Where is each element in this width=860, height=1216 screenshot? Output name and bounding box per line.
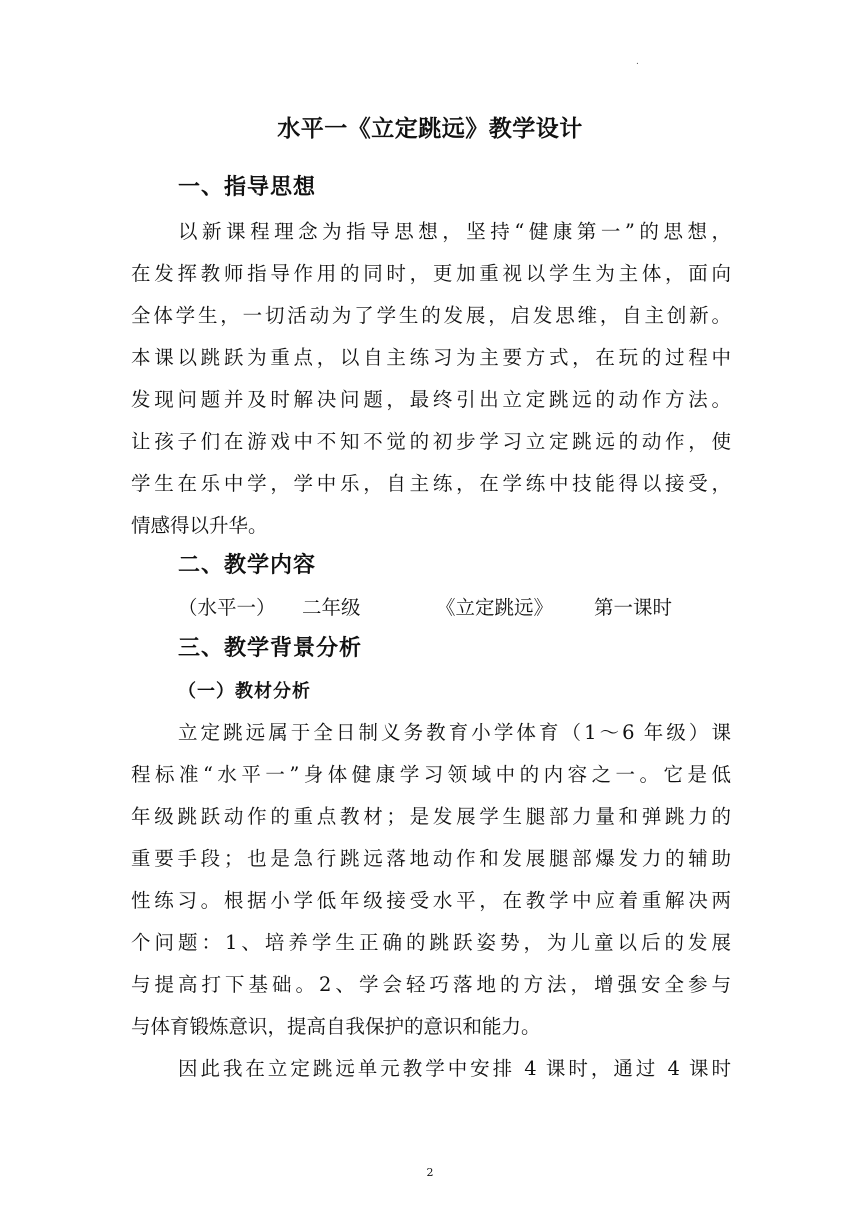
paragraph-line: 在发挥教师指导作用的同时，更加重视以学生为主体，面向	[131, 262, 731, 285]
paragraph-line: 学生在乐中学，学中乐，自主练，在学练中技能得以接受，	[131, 472, 731, 495]
paragraph-line: 因此我在立定跳远单元教学中安排 4 课时，通过 4 课时	[178, 1057, 731, 1080]
paragraph-line: 个问题：1、培养学生正确的跳跃姿势，为儿童以后的发展	[131, 931, 731, 954]
section-heading-teaching-content: 二、教学内容	[178, 553, 317, 578]
paragraph-line: 情感得以升华。	[131, 514, 268, 537]
section-heading-guiding-ideology: 一、指导思想	[178, 175, 317, 200]
content-topic: 《立定跳远》	[436, 596, 554, 619]
section-heading-background-analysis: 三、教学背景分析	[178, 636, 363, 661]
paragraph-line: 程标准“水平一”身体健康学习领域中的内容之一。它是低	[131, 763, 731, 786]
teaching-content-line	[178, 591, 672, 625]
page-number: 2	[426, 1166, 434, 1179]
paragraph-line: 全体学生，一切活动为了学生的发展，启发思维，自主创新。	[131, 304, 731, 327]
subsection-heading-textbook-analysis: （一）教材分析	[178, 681, 311, 702]
paragraph-line: 发现问题并及时解决问题，最终引出立定跳远的动作方法。	[131, 388, 731, 411]
paragraph-line: 与提高打下基础。2、学会轻巧落地的方法，增强安全参与	[131, 973, 731, 996]
paragraph-line: 与体育锻炼意识，提高自我保护的意识和能力。	[131, 1015, 541, 1038]
content-grade: 二年级	[302, 596, 361, 619]
paragraph-line: 让孩子们在游戏中不知不觉的初步学习立定跳远的动作，使	[131, 430, 731, 453]
paragraph-line: 年级跳跃动作的重点教材；是发展学生腿部力量和弹跳力的	[131, 805, 731, 828]
paragraph-line: 立定跳远属于全日制义务教育小学体育（1～6 年级）课	[178, 721, 731, 744]
corner-mark: .	[636, 57, 639, 67]
paragraph-line: 重要手段；也是急行跳远落地动作和发展腿部爆发力的辅助	[131, 847, 731, 870]
paragraph-line: 性练习。根据小学低年级接受水平，在教学中应着重解决两	[131, 889, 731, 912]
paragraph-line: 本课以跳跃为重点，以自主练习为主要方式，在玩的过程中	[131, 346, 731, 369]
content-level: （水平一）	[178, 596, 276, 619]
content-lesson: 第一课时	[594, 596, 673, 619]
document-title: 水平一《立定跳远》教学设计	[277, 116, 583, 142]
paragraph-line: 以新课程理念为指导思想，坚持“健康第一”的思想，	[178, 220, 731, 243]
